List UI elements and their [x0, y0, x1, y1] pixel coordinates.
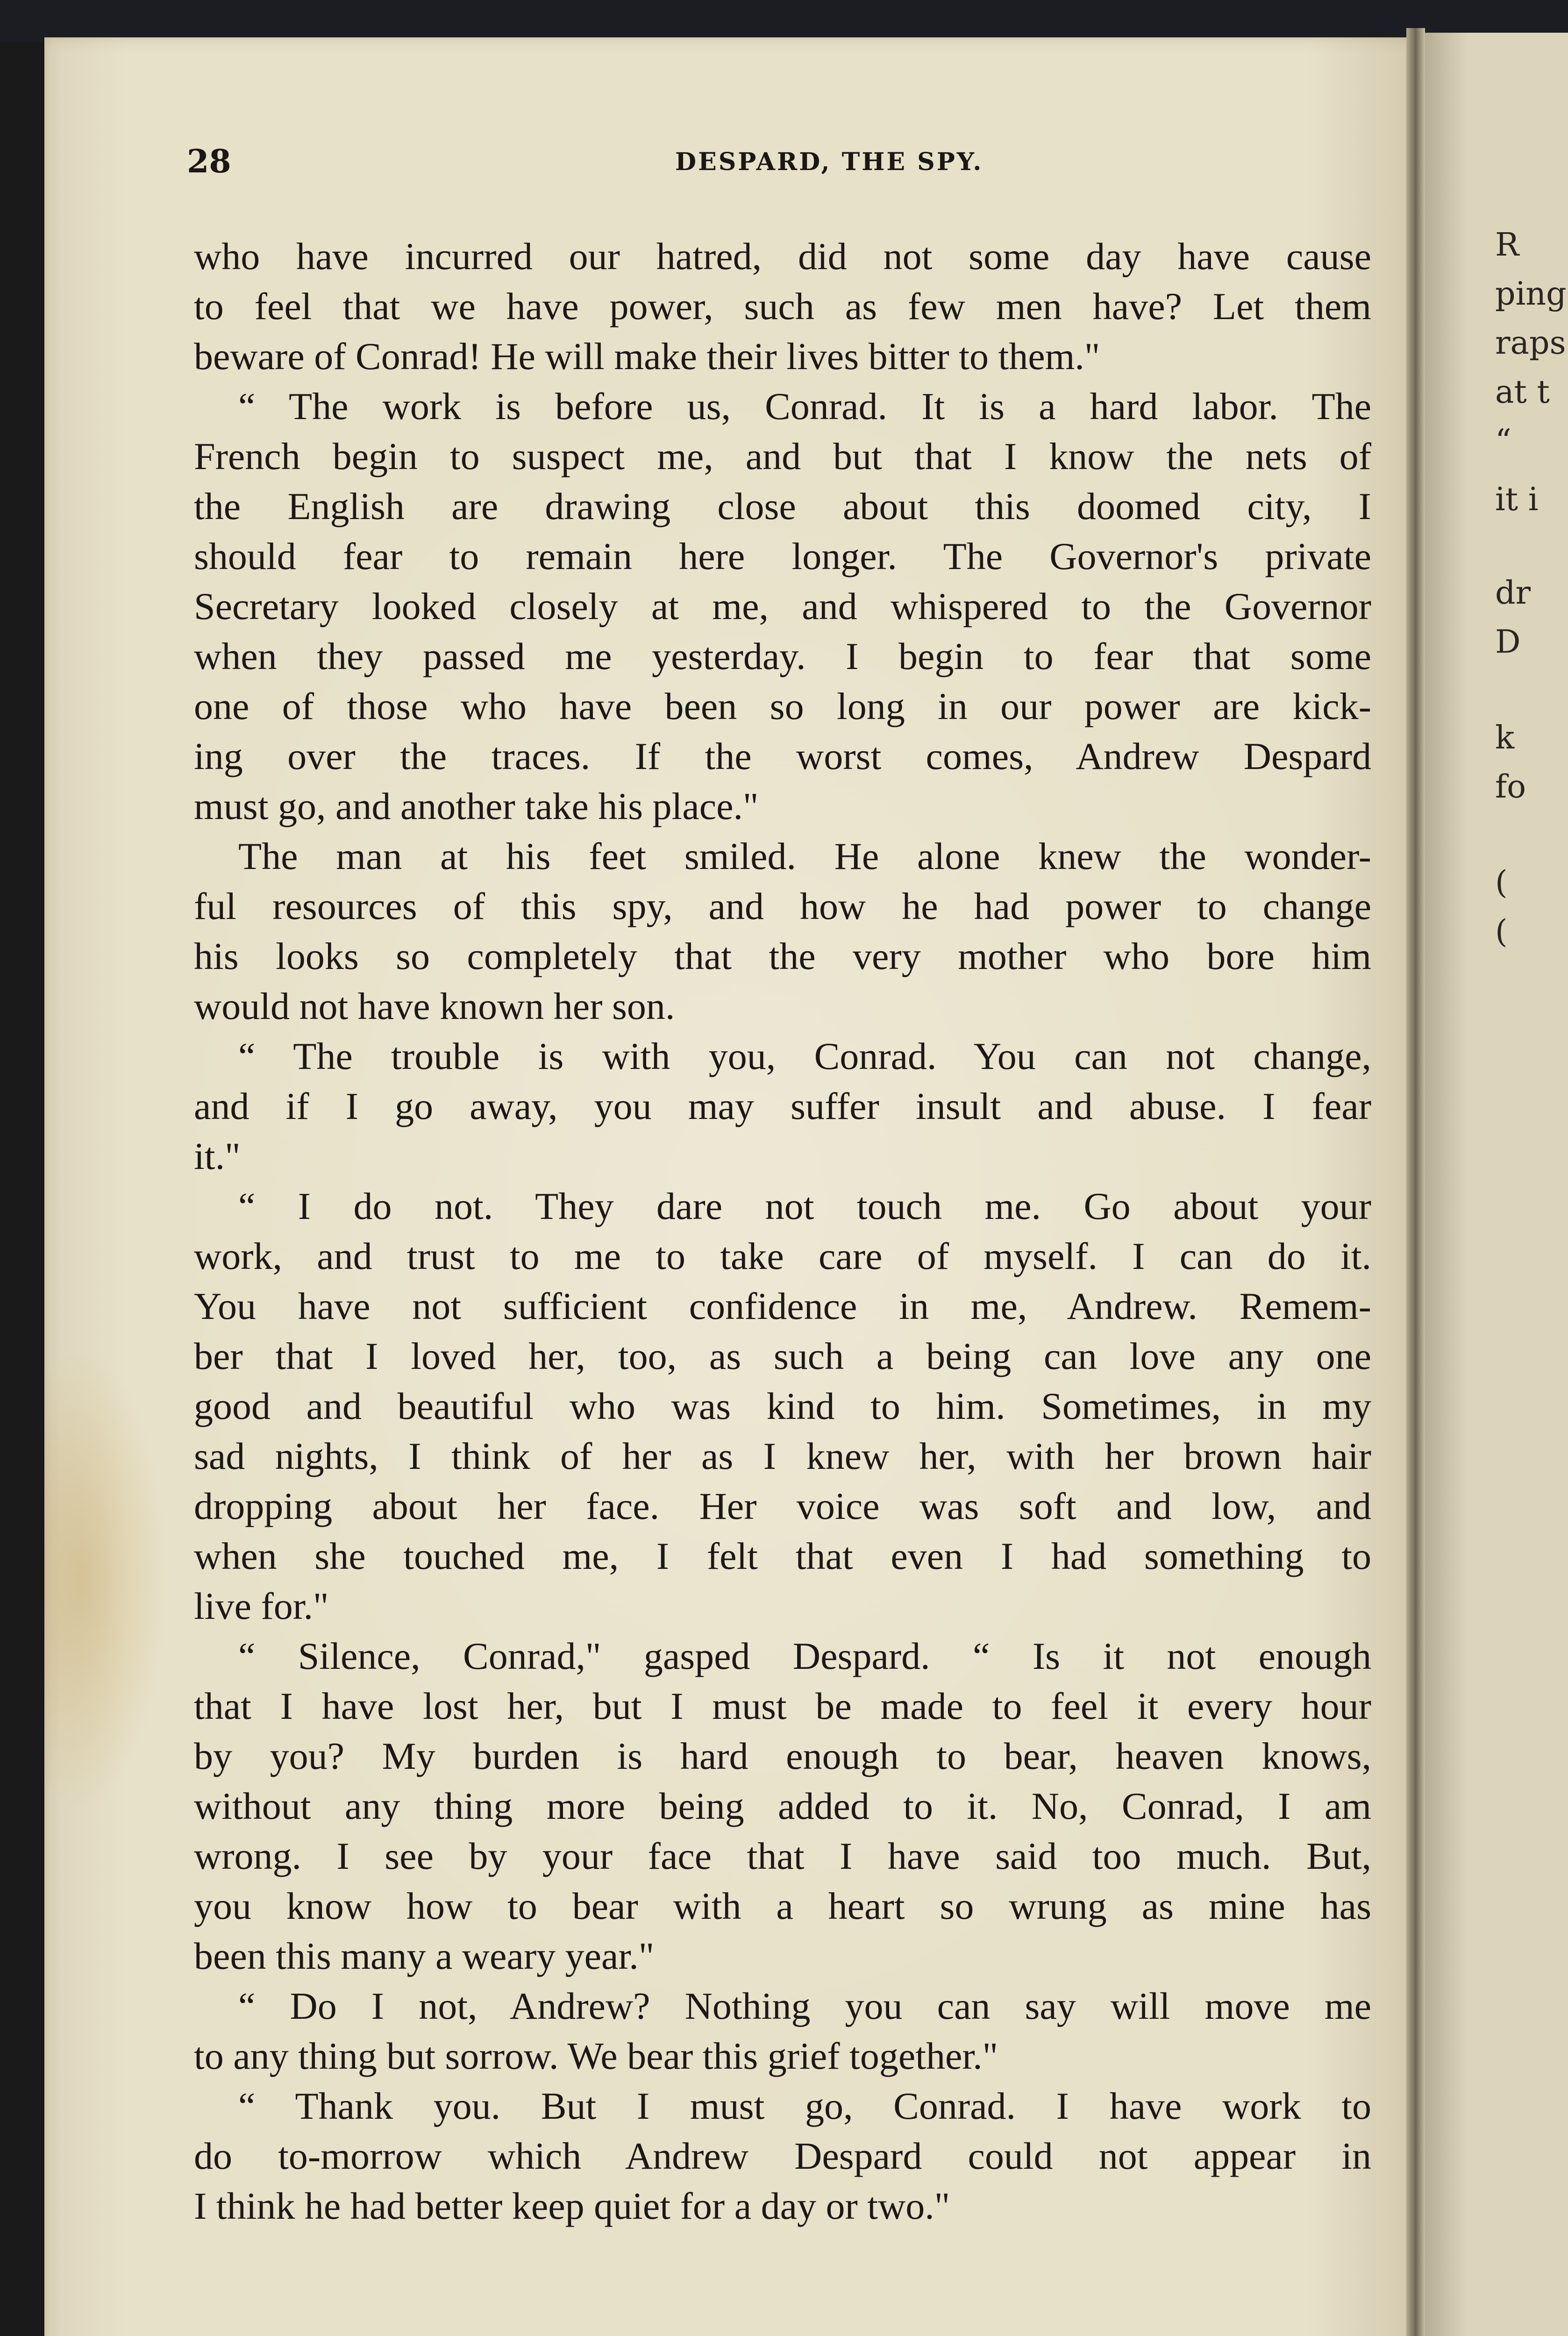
text-line: work, and trust to me to take care of myself. I can do it. [194, 1235, 1371, 1277]
text-line: would not have known her son. [194, 985, 675, 1027]
running-head: DESPARD, THE SPY. [675, 148, 984, 176]
text-line: who have incurred our hatred, did not some day have cause [194, 235, 1371, 278]
text-line: “ Do I not, Andrew? Nothing you can say will move me [238, 1985, 1371, 2027]
facing-page-fragment: ( [1495, 913, 1508, 950]
facing-page-fragment: D [1495, 624, 1521, 661]
facing-page-fragment: raps [1495, 325, 1566, 362]
facing-page-fragment: “ [1495, 423, 1511, 460]
text-line: “ Silence, Conrad," gasped Despard. “ Is it not enough [238, 1635, 1371, 1677]
text-line: good and beautiful who was kind to him. Sometimes, in my [194, 1385, 1371, 1427]
text-line: sad nights, I think of her as I knew her, with her brown hair [194, 1435, 1371, 1477]
text-line: I think he had better keep quiet for a day or two." [194, 2185, 950, 2227]
text-line: ful resources of this spy, and how he had power to change [194, 885, 1371, 927]
facing-page-fragment: R [1495, 227, 1519, 264]
facing-page-fragment: it i [1495, 481, 1539, 518]
text-line: by you? My burden is hard enough to bear, heaven knows, [194, 1735, 1371, 1777]
text-line: you know how to bear with a heart so wrung as mine has [194, 1885, 1371, 1927]
text-line: his looks so completely that the very mother who bore him [194, 935, 1371, 977]
text-line: to any thing but sorrow. We bear this grief together." [194, 2035, 998, 2077]
text-line: when they passed me yesterday. I begin to fear that some [194, 635, 1371, 677]
text-line: should fear to remain here longer. The Governor's private [194, 535, 1371, 577]
text-line: that I have lost her, but I must be made to feel it every hour [194, 1685, 1371, 1727]
facing-page-fragment: ( [1495, 864, 1508, 901]
text-line: dropping about her face. Her voice was soft and low, and [194, 1485, 1371, 1527]
text-line: wrong. I see by your face that I have said too much. But, [194, 1835, 1371, 1877]
text-line: “ Thank you. But I must go, Conrad. I have work to [238, 2085, 1371, 2127]
text-line: “ The work is before us, Conrad. It is a hard labor. The [238, 385, 1371, 427]
body-text [194, 231, 1371, 2231]
facing-page-fragment: dr [1495, 575, 1531, 612]
text-line: ing over the traces. If the worst comes, Andrew Despard [194, 735, 1371, 777]
text-line: when she touched me, I felt that even I had something to [194, 1535, 1371, 1577]
text-line: been this many a weary year." [194, 1935, 655, 1977]
text-line: ber that I loved her, too, as such a being can love any one [194, 1335, 1371, 1377]
text-line: French begin to suspect me, and but that I know the nets of [194, 435, 1371, 477]
page-number: 28 [187, 143, 231, 180]
text-line: it." [194, 1135, 241, 1177]
page-header [140, 140, 1374, 187]
text-line: “ I do not. They dare not touch me. Go about your [238, 1185, 1371, 1227]
text-line: You have not sufficient confidence in me, Andrew. Remem- [194, 1285, 1371, 1327]
text-line: beware of Conrad! He will make their lives bitter to them." [194, 335, 1100, 377]
text-line: live for." [194, 1585, 329, 1627]
text-line: and if I go away, you may suffer insult and abuse. I fear [194, 1085, 1371, 1127]
facing-page-fragment: at t [1495, 374, 1550, 411]
text-line: the English are drawing close about this doomed city, I [194, 485, 1371, 527]
text-line: must go, and another take his place." [194, 785, 759, 827]
facing-page-fragment: fo [1495, 769, 1526, 805]
facing-page-fragment: k [1495, 719, 1515, 756]
facing-page-fragment: ping [1495, 276, 1567, 313]
text-line: “ The trouble is with you, Conrad. You can not change, [238, 1035, 1371, 1077]
book-gutter [1406, 28, 1425, 2336]
text-line: one of those who have been so long in our power are kick- [194, 685, 1371, 727]
text-line: without any thing more being added to it. No, Conrad, I am [194, 1785, 1371, 1827]
text-line: do to-morrow which Andrew Despard could not appear in [194, 2135, 1371, 2177]
facing-page-edge [1425, 33, 1568, 2336]
text-line: to feel that we have power, such as few men have? Let them [194, 285, 1371, 328]
text-line: Secretary looked closely at me, and whispered to the Governor [194, 585, 1371, 627]
scan-background [0, 0, 1568, 42]
text-line: The man at his feet smiled. He alone knew the wonder- [238, 835, 1371, 877]
